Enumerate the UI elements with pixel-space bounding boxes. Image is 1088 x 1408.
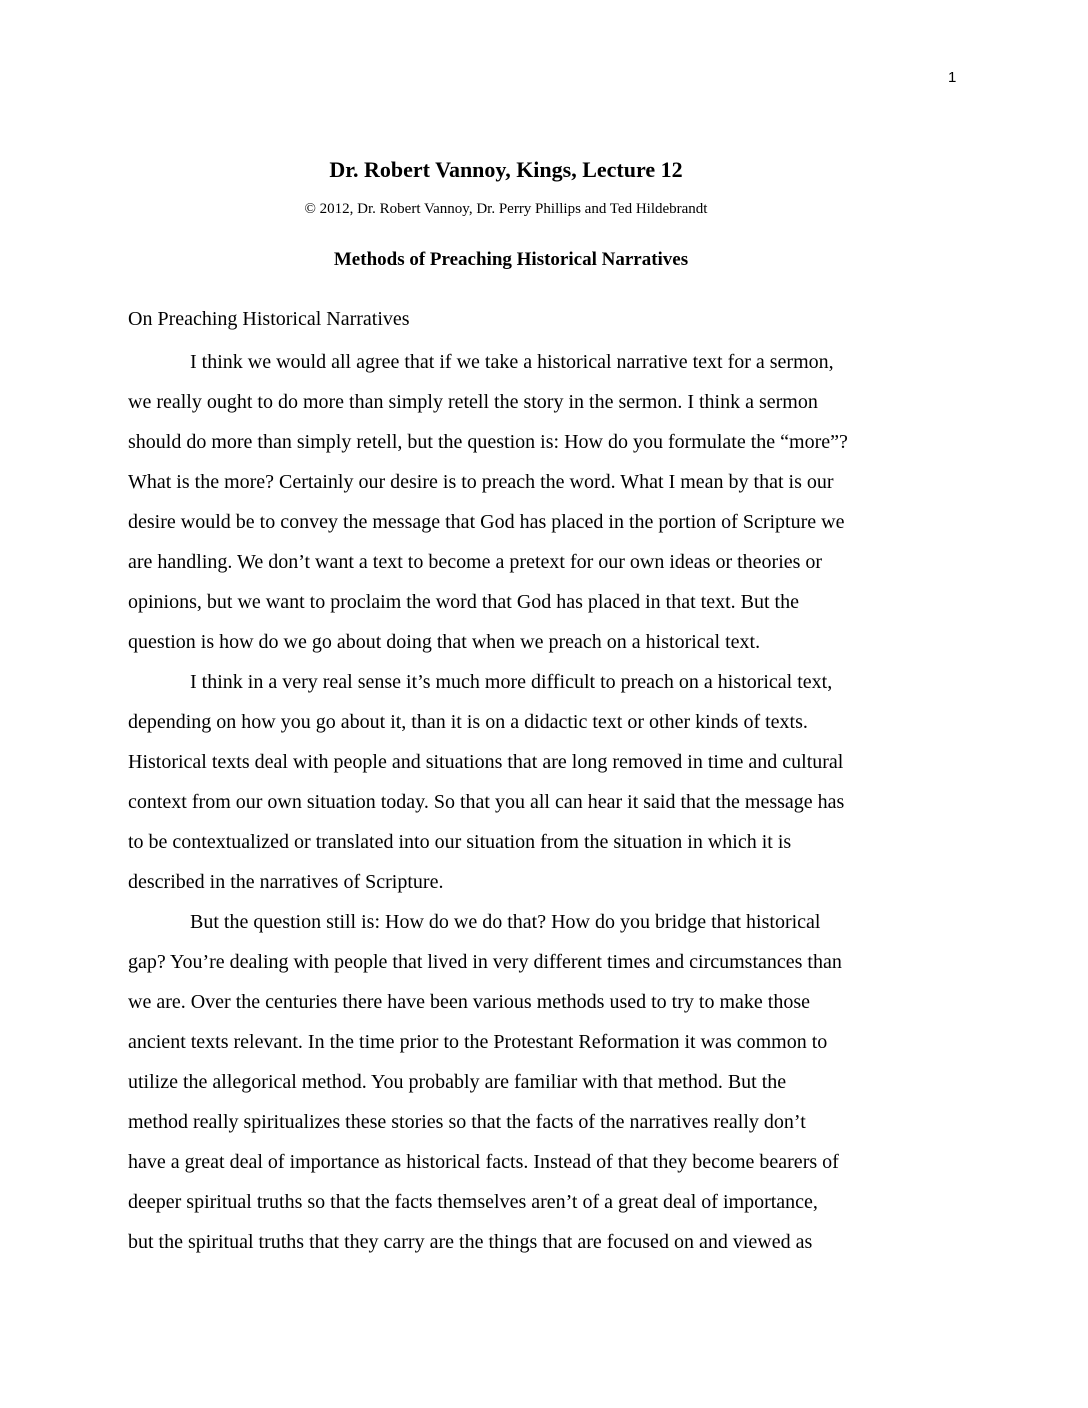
text-line: we are. Over the centuries there have been various methods used to try to make those (128, 991, 810, 1013)
text-line: opinions, but we want to proclaim the word that God has placed in that text. But the (128, 591, 799, 613)
text-line: method really spiritualizes these stories so that the facts of the narratives really don’t (128, 1111, 806, 1133)
text-line: I think in a very real sense it’s much more difficult to preach on a historical text, (190, 671, 833, 693)
body-text (128, 342, 988, 1262)
paragraph-1 (128, 342, 988, 662)
paragraph-2 (128, 662, 988, 902)
text-line: Historical texts deal with people and situations that are long removed in time and cultural (128, 751, 844, 773)
text-line: What is the more? Certainly our desire is to preach the word. What I mean by that is our (128, 471, 834, 493)
text-line: gap? You’re dealing with people that lived in very different times and circumstances than (128, 951, 842, 973)
text-line: described in the narratives of Scripture. (128, 871, 444, 893)
text-line: I think we would all agree that if we take a historical narrative text for a sermon, (190, 351, 834, 373)
text-line: we really ought to do more than simply retell the story in the sermon. I think a sermon (128, 391, 818, 413)
text-line: to be contextualized or translated into our situation from the situation in which it is (128, 831, 792, 853)
text-line: But the question still is: How do we do that? How do you bridge that historical (190, 911, 821, 933)
document-title: Dr. Robert Vannoy, Kings, Lecture 12 (329, 157, 683, 182)
section-label: On Preaching Historical Narratives (128, 308, 410, 330)
text-line: but the spiritual truths that they carry are the things that are focused on and viewed as (128, 1231, 813, 1253)
text-line: deeper spiritual truths so that the facts themselves aren’t of a great deal of importance, (128, 1191, 818, 1213)
text-line: question is how do we go about doing that when we preach on a historical text. (128, 631, 761, 653)
text-line: have a great deal of importance as historical facts. Instead of that they become bearers of (128, 1151, 839, 1173)
paragraph-3 (128, 902, 988, 1262)
text-line: ancient texts relevant. In the time prior to the Protestant Reformation it was common to (128, 1031, 828, 1053)
text-line: depending on how you go about it, than it is on a didactic text or other kinds of texts. (128, 711, 808, 733)
copyright-line: © 2012, Dr. Robert Vannoy, Dr. Perry Phillips and Ted Hildebrandt (304, 201, 708, 217)
text-line: utilize the allegorical method. You probably are familiar with that method. But the (128, 1071, 787, 1093)
page-number: 1 (948, 69, 957, 86)
text-line: should do more than simply retell, but the question is: How do you formulate the “more”? (128, 431, 848, 453)
text-line: are handling. We don’t want a text to become a pretext for our own ideas or theories or (128, 551, 823, 573)
text-line: context from our own situation today. So that you all can hear it said that the message has (128, 791, 845, 813)
text-line: desire would be to convey the message that God has placed in the portion of Scripture we (128, 511, 845, 533)
lecture-heading: Methods of Preaching Historical Narratives (333, 249, 689, 270)
